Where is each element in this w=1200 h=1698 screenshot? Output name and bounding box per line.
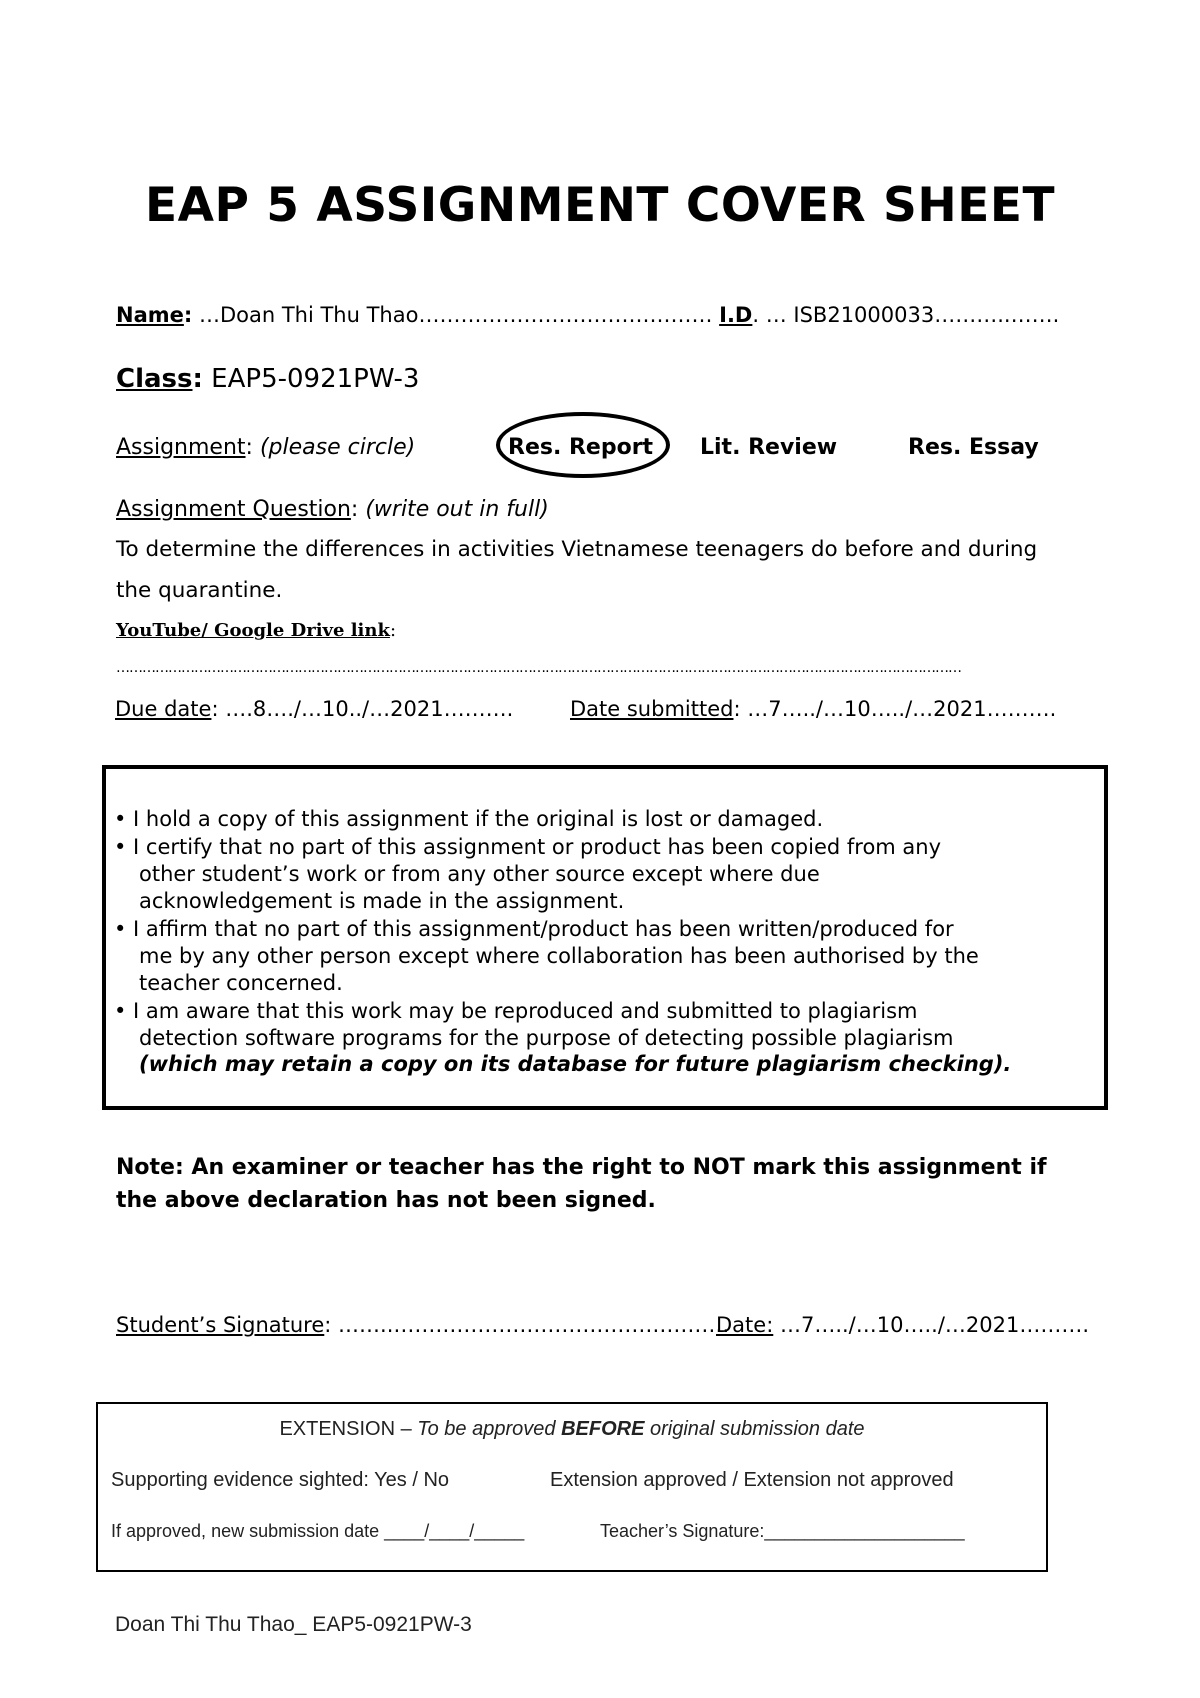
declaration-item-4-line-2: detection software programs for the purpose of detecting possible plagiarism [139,1026,954,1050]
option-res-report[interactable]: Res. Report [508,435,654,460]
assignment-label-row [116,435,415,460]
signature-value: : ……..………………………………………… [324,1313,730,1337]
note-line-2: the above declaration has not been signed. [116,1188,656,1213]
extension-italic-b: original submission date [644,1418,865,1440]
question-text-line-2: the quarantine. [116,578,283,603]
extension-heading [0,1418,1144,1441]
id-value: . … ISB21000033………..……. [752,303,1060,327]
declaration-item-2-line-3: acknowledgement is made in the assignment. [139,889,625,913]
question-label: Assignment Question [116,497,351,522]
declaration-item-1: • I hold a copy of this assignment if the original is lost or damaged. [114,807,824,831]
extension-italic-a: To be approved [417,1418,562,1440]
signature-date-value: …7…../…10…../…2021………. [773,1313,1090,1337]
declaration-item-3-line-2: me by any other person except where collaboration has been authorised by the [139,944,979,968]
assignment-colon: : [245,435,260,460]
link-label-row [116,620,396,641]
evidence-sighted: Supporting evidence sighted: Yes / No [111,1469,450,1491]
extension-prefix: EXTENSION – [279,1418,418,1440]
due-date-row [115,697,513,721]
assignment-hint: (please circle) [259,435,416,460]
link-label: YouTube/ Google Drive link [116,620,390,641]
name-row [116,303,1059,327]
question-hint: (write out in full) [365,497,549,522]
footer-text: Doan Thi Thu Thao_ EAP5-0921PW-3 [115,1613,472,1636]
signature-label: Student’s Signature [116,1313,325,1337]
declaration-item-3-line-1: • I affirm that no part of this assignment/product has been written/produced for [114,917,954,941]
page-title: EAP 5 ASSIGNMENT COVER SHEET [144,178,1056,233]
id-label: I.D [719,303,753,327]
name-label: Name [116,303,184,327]
due-date-label: Due date [115,697,212,721]
question-colon: : [350,497,366,522]
extension-before: BEFORE [561,1418,645,1440]
class-label: Class [116,364,193,394]
note-line-1: Note: An examiner or teacher has the right to NOT mark this assignment if [116,1155,1047,1180]
due-date-value: : ….8…./…10../…2021………. [211,697,514,721]
class-row [116,364,419,394]
extension-approval: Extension approved / Extension not approved [550,1469,954,1491]
declaration-item-4-line-1: • I am aware that this work may be reproduced and submitted to plagiarism [114,999,918,1023]
new-submission-date: If approved, new submission date ____/____/_____ [111,1521,525,1541]
name-value: …Doan Thi Thu Thao…………………………………… [192,303,713,327]
assignment-label: Assignment [116,435,246,460]
class-value: EAP5-0921PW-3 [202,364,420,394]
option-lit-review[interactable]: Lit. Review [700,435,838,460]
question-text-line-1: To determine the differences in activities Vietnamese teenagers do before and during [116,537,1038,562]
declaration-item-4-line-3: (which may retain a copy on its database for future plagiarism checking). [139,1052,1012,1076]
class-colon: : [192,364,203,394]
submitted-date-label: Date submitted [570,697,734,721]
submitted-date-row [570,697,1056,721]
submitted-date-value: : …7…../…10…../…2021………. [733,697,1057,721]
declaration-item-3-line-3: teacher concerned. [139,971,343,995]
option-res-essay[interactable]: Res. Essay [908,435,1039,460]
name-colon: : [183,303,193,327]
signature-date-row [716,1313,1089,1337]
teacher-signature: Teacher’s Signature:____________________ [600,1521,965,1541]
link-colon: : [389,620,397,641]
link-value-line: …………………………………………………………………………………………………………………………………………………………………………… [116,660,961,676]
signature-row [116,1313,729,1337]
declaration-item-2-line-2: other student’s work or from any other source except where due [139,862,820,886]
signature-date-label: Date: [716,1313,774,1337]
question-label-row [116,497,549,522]
declaration-item-2-line-1: • I certify that no part of this assignment or product has been copied from any [114,835,942,859]
